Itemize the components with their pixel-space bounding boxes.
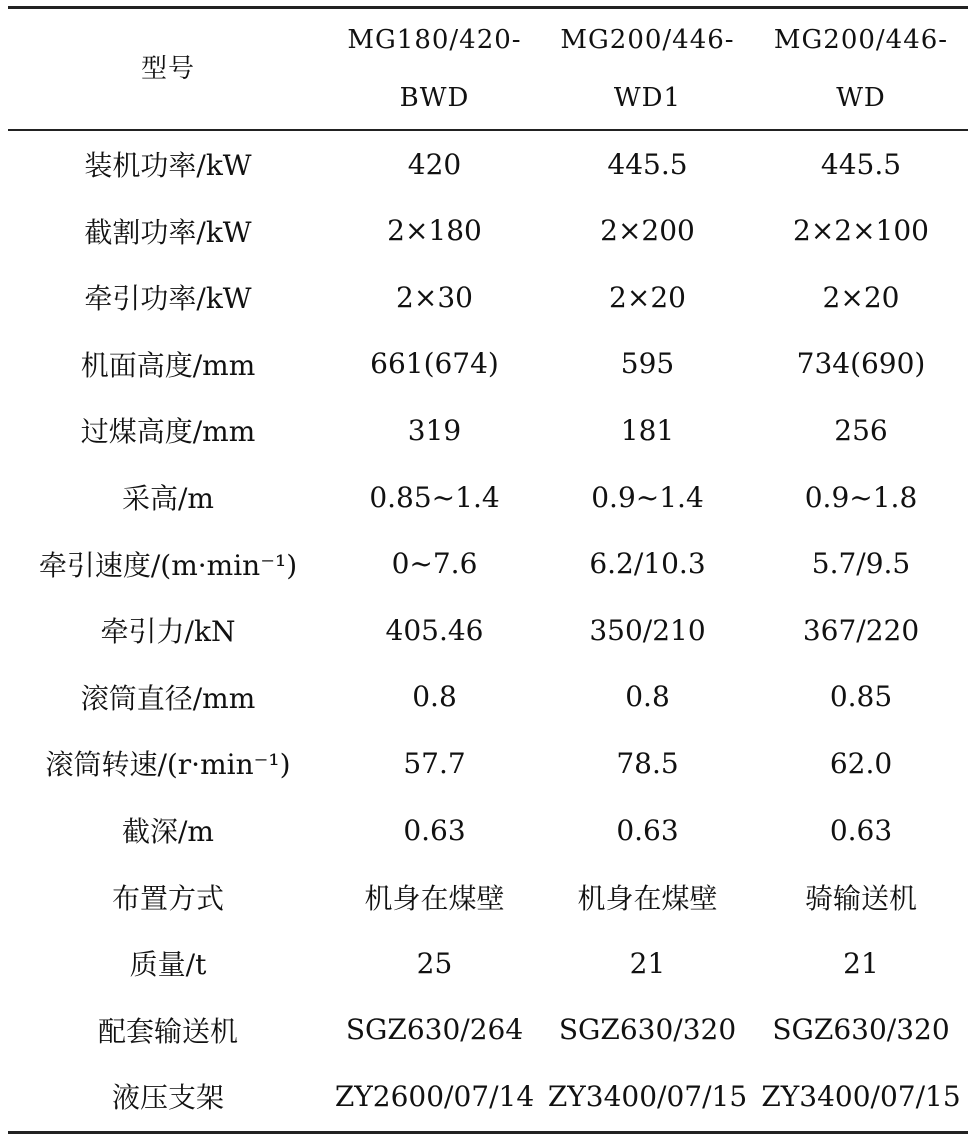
header-model-3-line2: WD [836, 83, 886, 113]
row-value-2: 181 [620, 413, 675, 447]
header-model-2-line1: MG200/446- [560, 25, 735, 55]
row-value-1: SGZ630/264 [345, 1013, 524, 1047]
table-row [8, 597, 968, 663]
table-row [8, 664, 968, 730]
row-value-3: SGZ630/320 [772, 1013, 950, 1047]
row-value-3: 256 [834, 413, 888, 447]
table-bottom-rule [8, 1131, 968, 1134]
row-value-2: 6.2/10.3 [589, 547, 706, 581]
header-model-1-cell [328, 10, 541, 128]
row-value-3: 734(690) [796, 347, 926, 381]
row-value-2: 445.5 [607, 147, 688, 181]
row-label: 配套输送机 [97, 1014, 238, 1048]
row-label: 过煤高度/mm [80, 415, 256, 449]
row-value-3: 2×20 [822, 280, 900, 314]
row-value-2: 350/210 [589, 613, 706, 647]
row-value-1: 0.85~1.4 [369, 480, 500, 514]
table-row [8, 464, 968, 530]
header-model-1-line2: BWD [399, 83, 470, 113]
row-label: 布置方式 [111, 881, 224, 915]
table-row [8, 997, 968, 1063]
table-row [8, 198, 968, 264]
header-model-3-cell [754, 10, 968, 128]
row-value-2: 2×200 [600, 214, 695, 248]
row-value-1: 25 [416, 946, 453, 980]
header-model-2-line2: WD1 [613, 83, 682, 113]
header-model-label: 型号 [140, 54, 195, 84]
row-value-1: 319 [407, 413, 462, 447]
table-top-rule [8, 6, 968, 9]
row-label: 机面高度/mm [80, 348, 256, 382]
row-value-2: 21 [629, 946, 666, 980]
row-label: 装机功率/kW [84, 149, 252, 182]
row-value-3: 0.85 [829, 680, 893, 714]
row-value-2: 0.63 [616, 813, 679, 847]
row-value-3: 445.5 [820, 147, 902, 181]
table-row [8, 797, 968, 863]
row-value-1: 57.7 [403, 746, 466, 780]
row-value-2: 0.9~1.4 [591, 480, 704, 514]
row-value-1: 0.63 [403, 813, 466, 847]
row-value-3: 0.63 [829, 813, 893, 847]
row-value-3: 21 [843, 946, 879, 980]
row-label: 截深/m [122, 815, 214, 848]
row-label: 液压支架 [111, 1081, 224, 1115]
table-row [8, 930, 968, 996]
row-value-2: 595 [620, 347, 675, 381]
row-value-2: 机身在煤壁 [577, 881, 718, 915]
table-row [8, 730, 968, 796]
row-value-2: SGZ630/320 [558, 1013, 737, 1047]
row-value-1: 661(674) [370, 347, 499, 381]
row-value-2: 0.8 [625, 680, 670, 714]
row-label: 牵引速度/(m·min⁻¹) [38, 548, 298, 582]
row-value-1: 2×180 [387, 214, 482, 248]
row-label: 滚筒转速/(r·min⁻¹) [45, 748, 291, 782]
row-value-1: 2×30 [396, 280, 473, 314]
row-value-1: 420 [407, 147, 462, 181]
row-value-1: 0~7.6 [391, 547, 478, 581]
row-label: 采高/m [122, 482, 214, 515]
row-value-1: 机身在煤壁 [364, 881, 505, 915]
header-model-label-cell [8, 10, 328, 128]
row-label: 质量/t [129, 948, 207, 982]
table-row [8, 1063, 968, 1129]
row-value-1: 0.8 [412, 680, 457, 714]
header-model-3-line1: MG200/446- [773, 25, 949, 55]
table-row [8, 864, 968, 930]
table-row [8, 331, 968, 397]
table-row [8, 264, 968, 330]
header-model-1-line1: MG180/420- [347, 25, 522, 55]
table-row [8, 531, 968, 597]
row-value-3: ZY3400/07/15 [761, 1079, 961, 1113]
header-model-2-cell [541, 10, 754, 128]
row-label: 截割功率/kW [84, 215, 252, 249]
row-value-3: 5.7/9.5 [811, 547, 911, 581]
row-value-2: 78.5 [616, 746, 679, 780]
row-label: 牵引力/kN [100, 615, 236, 649]
row-value-2: ZY3400/07/15 [547, 1079, 748, 1113]
row-value-2: 2×20 [609, 280, 686, 314]
row-value-1: ZY2600/07/14 [334, 1079, 535, 1113]
row-value-3: 62.0 [829, 746, 893, 780]
row-label: 牵引功率/kW [84, 282, 252, 316]
row-value-1: 405.46 [385, 613, 484, 647]
row-label: 滚筒直径/mm [80, 681, 256, 715]
row-value-3: 2×2×100 [793, 214, 929, 248]
row-value-3: 骑输送机 [804, 881, 917, 915]
row-value-3: 367/220 [802, 613, 920, 647]
table-row [8, 131, 968, 197]
row-value-3: 0.9~1.8 [804, 480, 918, 514]
table-row [8, 397, 968, 463]
